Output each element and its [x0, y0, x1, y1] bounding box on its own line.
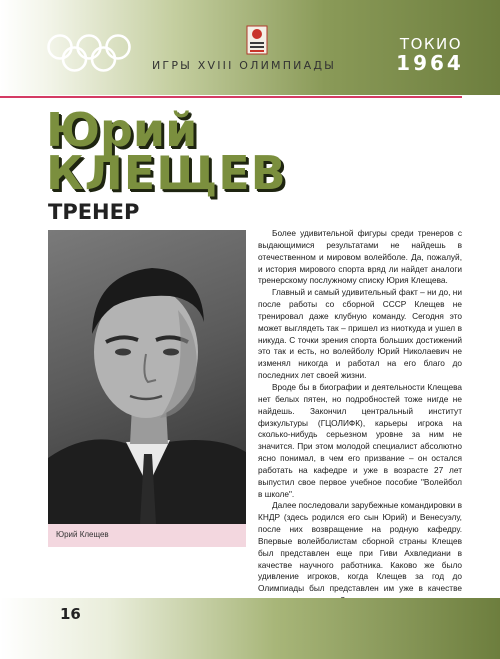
page-header: [0, 0, 500, 95]
city-label: ТОКИО: [399, 35, 463, 53]
article-paragraph: Вроде бы в биографии и деятельности Клещева нет белых пятен, но подробностей тоже нигде не найдешь. Закончил центральный институт физкультуры (ГЦОЛИФК), карьеры игрока на сколько-нибудь серьезном уровне за ним не значится. При этом молодой специалист абсолютно ясно понимал, в чем его призвание – он остался работать на кафедре и уже в возрасте 27 лет выпустил свое первое учебное пособие "Волейбол в школе".: [258, 381, 462, 499]
title-first-name: Юрий: [46, 103, 198, 157]
olympic-emblem-icon: [246, 25, 268, 55]
olympic-rings-icon: [46, 33, 132, 73]
portrait-photo: [48, 230, 246, 524]
photo-caption: Юрий Клещев: [56, 530, 109, 539]
article-paragraph: Более удивительной фигуры среди тренеров с выдающимися результатами не найдешь в отечественном и мировом волейболе. Да, пожалуй, и история мирового спорта вряд ли найдет аналоги тренерскому послужному списку Юрия Клещева.: [258, 228, 462, 286]
article-paragraph: Далее последовали зарубежные командировки в КНДР (здесь родился его сын Юрий) и Венесуэлу, после них возвращение на родную кафедру. Впервые волейболистам сборной страны Клещев был представлен еще при Гиви Ахвледиани в качестве научного работника. Каково же было удивление игроков, когда Клещев за год до Олимпиады был представлен им уже в качестве: [258, 500, 463, 594]
portrait-illustration: [48, 230, 246, 524]
article-paragraph: Главный и самый удивительный факт – ни до, ни после работы со сборной СССР Клещев не тренировал даже клубную команду. Сегодня это может выглядеть так – пришел из ниоткуда и ушел в никуда. С точки зрения спорта больших достижений это так и есть, но волейболу Юрий Николаевич не изменял никогда и работал на его благо до последних лет своей жизни.: [258, 287, 462, 381]
year-label: 1964: [396, 51, 464, 75]
article-body: [258, 228, 462, 631]
title-last-name: КЛЕЩЕВ: [46, 146, 287, 200]
role-subtitle: ТРЕНЕР: [48, 200, 140, 224]
header-divider: [0, 96, 462, 98]
page-number: 16: [60, 605, 81, 623]
games-label: ИГРЫ XVIII ОЛИМПИАДЫ: [152, 59, 337, 72]
